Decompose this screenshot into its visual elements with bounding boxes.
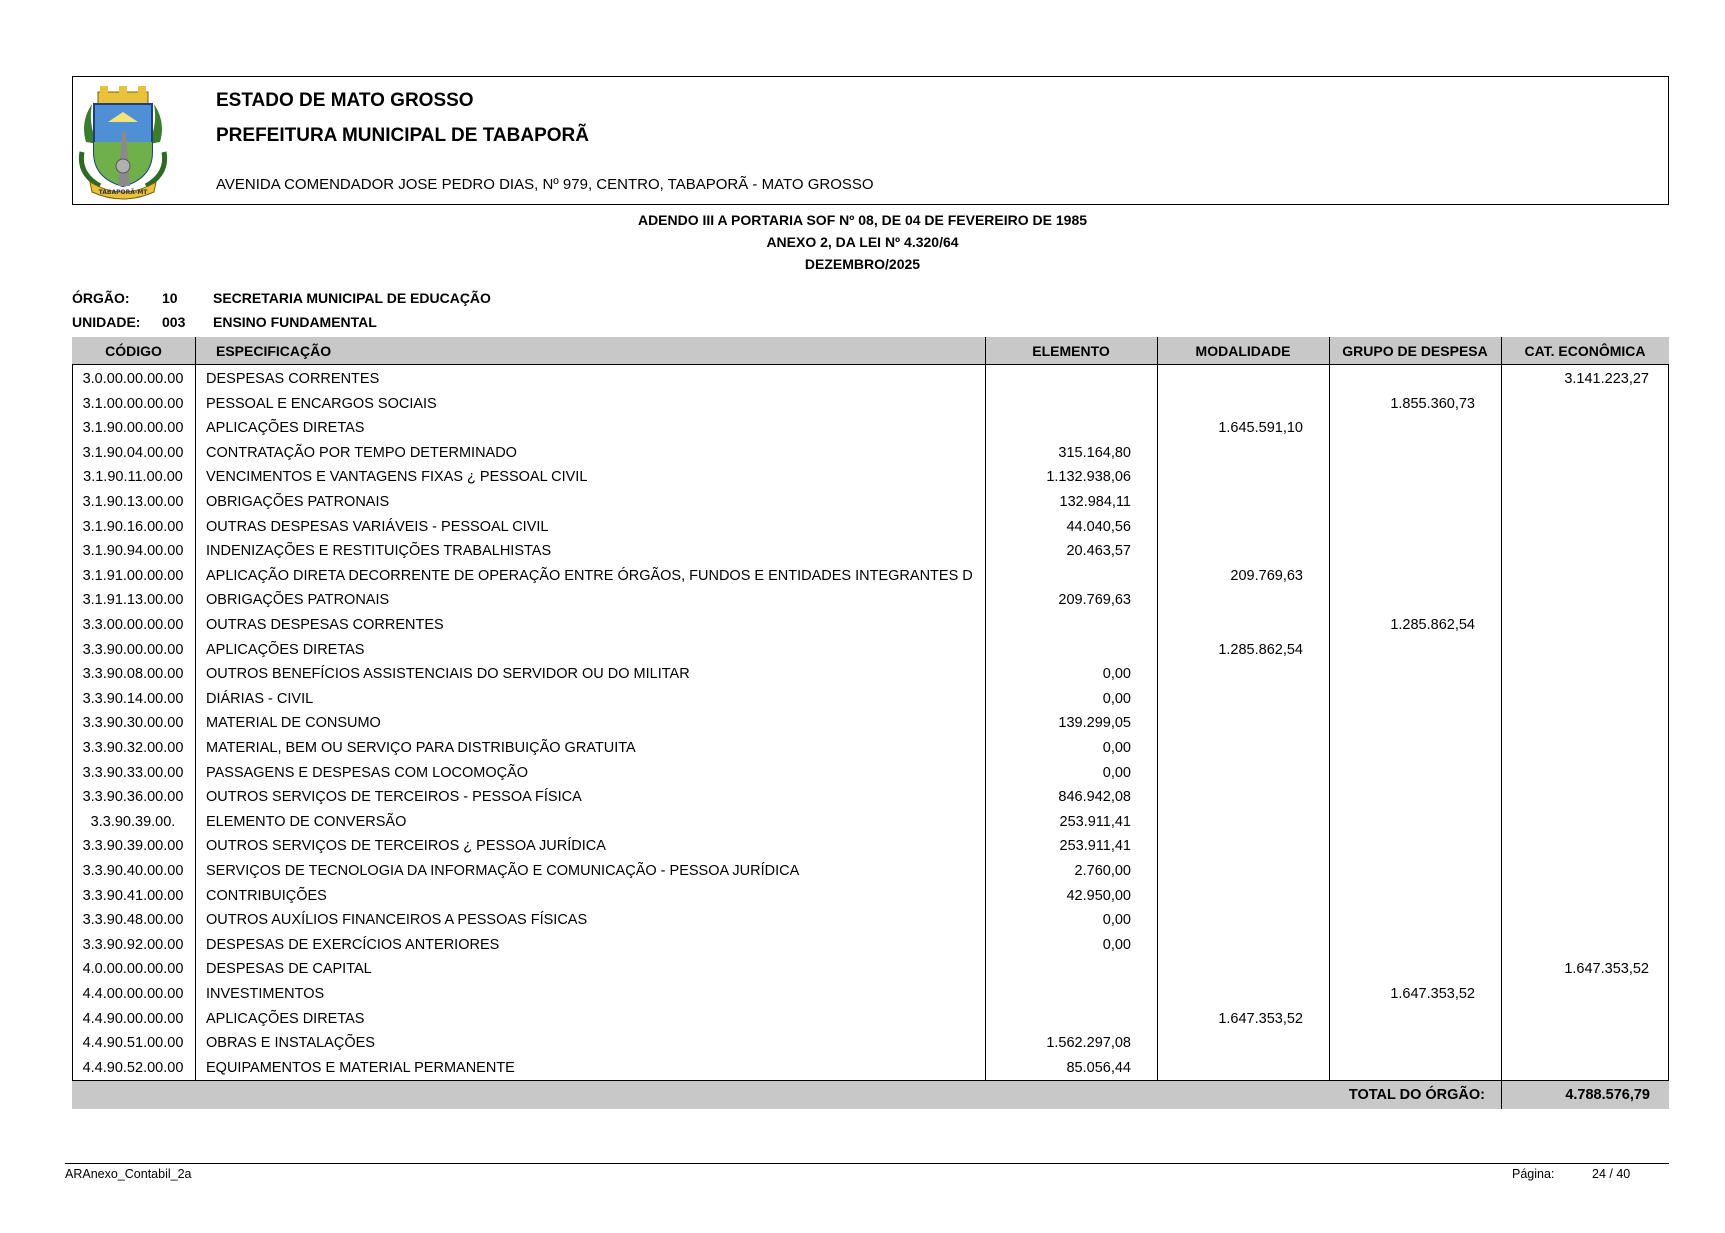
cell-spec: INDENIZAÇÕES E RESTITUIÇÕES TRABALHISTAS <box>206 543 552 560</box>
cell-spec: DESPESAS DE EXERCÍCIOS ANTERIORES <box>206 936 500 953</box>
cell-code: 4.0.00.00.00.00 <box>82 961 184 978</box>
cell-code: 3.1.90.13.00.00 <box>82 494 184 510</box>
cell-spec: OUTRAS DESPESAS VARIÁVEIS - PESSOAL CIVIL <box>206 518 549 535</box>
cell-grp: 1.855.360,73 <box>1390 395 1475 412</box>
page-label: Página: <box>1512 1167 1555 1181</box>
cell-mod: 1.285.862,54 <box>1218 641 1303 658</box>
cell-elem: 0,00 <box>1102 666 1131 683</box>
cell-elem: 315.164,80 <box>1058 444 1131 461</box>
cell-mod: 209.769,63 <box>1230 567 1303 584</box>
table-row <box>72 810 1669 835</box>
table-row <box>72 564 1669 589</box>
cell-spec: OUTRAS DESPESAS CORRENTES <box>206 617 444 633</box>
cell-elem: 0,00 <box>1102 690 1131 707</box>
table-row <box>72 490 1669 515</box>
cell-elem: 846.942,08 <box>1058 789 1131 806</box>
cell-elem: 209.769,63 <box>1058 592 1131 609</box>
cell-code: 3.1.90.04.00.00 <box>82 444 184 461</box>
col-header-codigo: CÓDIGO <box>105 343 162 359</box>
cell-spec: VENCIMENTOS E VANTAGENS FIXAS ¿ PESSOAL CIVIL <box>206 469 588 486</box>
orgao-label: ÓRGÃO: <box>72 290 130 306</box>
table-row <box>72 687 1669 712</box>
cell-spec: APLICAÇÃO DIRETA DECORRENTE DE OPERAÇÃO ENTRE ÓRGÃOS, FUNDOS E ENTIDADES INTEGRANTES D <box>206 567 973 584</box>
cell-elem: 0,00 <box>1102 740 1131 756</box>
table-row <box>72 588 1669 613</box>
cell-spec: PESSOAL E ENCARGOS SOCIAIS <box>206 395 437 412</box>
subtitle-line-3: DEZEMBRO/2025 <box>804 256 921 272</box>
cell-spec: OUTROS BENEFÍCIOS ASSISTENCIAIS DO SERVIDOR OU DO MILITAR <box>206 666 690 683</box>
cell-elem: 139.299,05 <box>1058 715 1131 732</box>
cell-code: 3.1.90.94.00.00 <box>82 543 184 560</box>
table-row <box>72 662 1669 687</box>
table-row <box>72 465 1669 490</box>
cell-code: 4.4.90.00.00.00 <box>82 1010 184 1027</box>
cell-code: 3.3.90.39.00. <box>90 813 176 830</box>
cell-elem: 1.132.938,06 <box>1046 469 1131 486</box>
unidade-code: 003 <box>162 314 186 330</box>
cell-cat: 3.141.223,27 <box>1564 371 1649 387</box>
col-header-grupo-despesa: GRUPO DE DESPESA <box>1342 343 1488 359</box>
cell-code: 3.3.90.36.00.00 <box>82 789 184 806</box>
table-row <box>72 957 1669 982</box>
col-header-modalidade: MODALIDADE <box>1195 343 1291 359</box>
cell-spec: DESPESAS CORRENTES <box>206 371 380 387</box>
cell-code: 3.3.90.32.00.00 <box>82 740 184 756</box>
cell-spec: DIÁRIAS - CIVIL <box>206 690 314 707</box>
cell-spec: OBRIGAÇÕES PATRONAIS <box>206 592 390 609</box>
table-row <box>72 392 1669 417</box>
cell-spec: MATERIAL DE CONSUMO <box>206 715 381 732</box>
cell-elem: 20.463,57 <box>1066 543 1131 560</box>
cell-spec: OUTROS SERVIÇOS DE TERCEIROS ¿ PESSOA JURÍDICA <box>206 838 606 855</box>
cell-spec: INVESTIMENTOS <box>206 986 325 1002</box>
page-number: 24 / 40 <box>1592 1167 1631 1181</box>
cell-elem: 42.950,00 <box>1066 887 1131 904</box>
cell-cat: 1.647.353,52 <box>1564 961 1649 978</box>
cell-code: 3.1.91.00.00.00 <box>82 567 184 584</box>
cell-spec: APLICAÇÕES DIRETAS <box>206 1010 365 1027</box>
table-row <box>72 933 1669 958</box>
cell-elem: 0,00 <box>1102 912 1131 929</box>
cell-mod: 1.645.591,10 <box>1218 420 1303 437</box>
cell-code: 4.4.90.52.00.00 <box>82 1059 184 1076</box>
cell-elem: 85.056,44 <box>1066 1059 1131 1076</box>
cell-code: 3.1.90.16.00.00 <box>82 518 184 535</box>
table-row <box>72 1031 1669 1056</box>
cell-elem: 0,00 <box>1102 936 1131 953</box>
cell-grp: 1.285.862,54 <box>1390 617 1475 633</box>
cell-spec: EQUIPAMENTOS E MATERIAL PERMANENTE <box>206 1059 515 1076</box>
unidade-label: UNIDADE: <box>72 314 141 330</box>
cell-elem: 253.911,41 <box>1059 838 1131 855</box>
cell-code: 3.3.90.40.00.00 <box>82 863 184 879</box>
unidade-name: ENSINO FUNDAMENTAL <box>213 314 377 330</box>
cell-spec: SERVIÇOS DE TECNOLOGIA DA INFORMAÇÃO E COMUNICAÇÃO - PESSOA JURÍDICA <box>206 863 800 879</box>
total-value: 4.788.576,79 <box>1565 1087 1650 1103</box>
total-label: TOTAL DO ÓRGÃO: <box>1348 1087 1485 1103</box>
table-row <box>72 785 1669 810</box>
cell-mod: 1.647.353,52 <box>1218 1010 1303 1027</box>
orgao-name: SECRETARIA MUNICIPAL DE EDUCAÇÃO <box>213 290 491 306</box>
report-name: ARAnexo_Contabil_2a <box>65 1167 192 1181</box>
table-row <box>72 1056 1669 1081</box>
cell-code: 4.4.90.51.00.00 <box>82 1035 184 1052</box>
cell-code: 3.3.90.48.00.00 <box>82 912 184 929</box>
cell-spec: DESPESAS DE CAPITAL <box>206 961 372 978</box>
cell-spec: APLICAÇÕES DIRETAS <box>206 641 365 658</box>
cell-spec: OUTROS SERVIÇOS DE TERCEIROS - PESSOA FÍSICA <box>206 789 582 806</box>
cell-spec: OBRIGAÇÕES PATRONAIS <box>206 494 390 510</box>
table-row <box>72 834 1669 859</box>
cell-code: 3.0.00.00.00.00 <box>82 371 184 387</box>
prefeitura-name: PREFEITURA MUNICIPAL DE TABAPORÃ <box>216 125 589 146</box>
cell-elem: 44.040,56 <box>1066 518 1131 535</box>
cell-code: 3.3.90.14.00.00 <box>82 690 184 707</box>
cell-code: 3.3.90.08.00.00 <box>82 666 184 683</box>
table-row <box>72 367 1669 392</box>
cell-spec: MATERIAL, BEM OU SERVIÇO PARA DISTRIBUIÇÃO GRATUITA <box>206 740 636 756</box>
table-row <box>72 515 1669 540</box>
table-row <box>72 638 1669 663</box>
cell-code: 3.3.90.30.00.00 <box>82 715 184 732</box>
cell-elem: 253.911,41 <box>1059 813 1131 830</box>
table-row <box>72 761 1669 786</box>
cell-spec: CONTRIBUIÇÕES <box>206 887 327 904</box>
table-row <box>72 539 1669 564</box>
state-name: ESTADO DE MATO GROSSO <box>216 90 474 111</box>
cell-code: 3.3.90.33.00.00 <box>82 764 184 781</box>
table-row <box>72 859 1669 884</box>
cell-grp: 1.647.353,52 <box>1390 986 1475 1002</box>
table-row <box>72 441 1669 466</box>
col-header-cat-economica: CAT. ECONÔMICA <box>1524 343 1646 359</box>
cell-elem: 2.760,00 <box>1074 863 1131 879</box>
svg-text:TABAPORÃ-MT: TABAPORÃ-MT <box>98 189 148 196</box>
cell-spec: ELEMENTO DE CONVERSÃO <box>206 813 407 830</box>
footer-divider <box>65 1163 1669 1164</box>
address: AVENIDA COMENDADOR JOSE PEDRO DIAS, Nº 979, CENTRO, TABAPORÃ - MATO GROSSO <box>216 176 874 193</box>
cell-code: 4.4.00.00.00.00 <box>82 986 184 1002</box>
cell-code: 3.1.91.13.00.00 <box>82 592 184 609</box>
cell-code: 3.3.90.39.00.00 <box>82 838 184 855</box>
cell-code: 3.3.00.00.00.00 <box>82 617 184 633</box>
table-row <box>72 884 1669 909</box>
cell-code: 3.1.90.11.00.00 <box>83 469 183 486</box>
cell-spec: CONTRATAÇÃO POR TEMPO DETERMINADO <box>206 444 517 461</box>
cell-spec: PASSAGENS E DESPESAS COM LOCOMOÇÃO <box>206 764 529 781</box>
cell-code: 3.3.90.00.00.00 <box>82 641 184 658</box>
table-row <box>72 613 1669 638</box>
cell-elem: 1.562.297,08 <box>1046 1035 1131 1052</box>
table-row <box>72 908 1669 933</box>
cell-spec: OBRAS E INSTALAÇÕES <box>206 1035 375 1052</box>
table-row <box>72 711 1669 736</box>
municipal-crest-logo <box>78 82 168 200</box>
subtitle-line-1: ADENDO III A PORTARIA SOF Nº 08, DE 04 DE FEVEREIRO DE 1985 <box>637 212 1088 228</box>
cell-elem: 0,00 <box>1102 764 1131 781</box>
cell-code: 3.3.90.92.00.00 <box>82 936 184 953</box>
cell-code: 3.1.90.00.00.00 <box>82 420 184 437</box>
subtitle-line-2: ANEXO 2, DA LEI Nº 4.320/64 <box>766 234 959 250</box>
cell-code: 3.1.00.00.00.00 <box>82 395 184 412</box>
cell-code: 3.3.90.41.00.00 <box>82 887 184 904</box>
cell-spec: APLICAÇÕES DIRETAS <box>206 420 365 437</box>
table-row <box>72 982 1669 1007</box>
cell-elem: 132.984,11 <box>1059 494 1131 510</box>
table-row <box>72 1007 1669 1032</box>
col-header-elemento: ELEMENTO <box>1032 343 1110 359</box>
orgao-code: 10 <box>162 290 178 306</box>
col-header-especificacao: ESPECIFICAÇÃO <box>216 343 332 359</box>
table-row <box>72 736 1669 761</box>
cell-spec: OUTROS AUXÍLIOS FINANCEIROS A PESSOAS FÍSICAS <box>206 912 588 929</box>
table-row <box>72 416 1669 441</box>
